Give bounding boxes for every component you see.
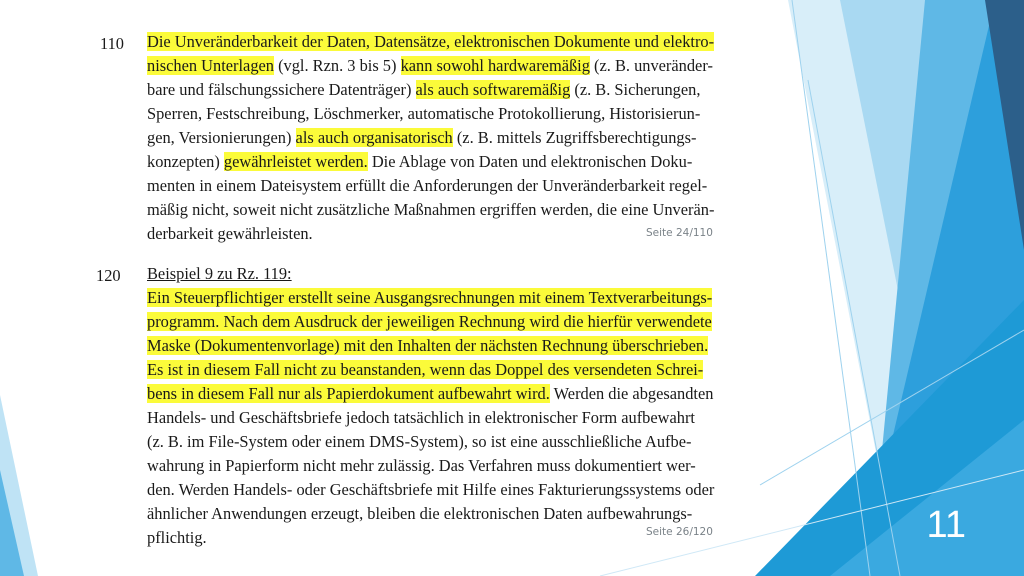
page-ref-26: Seite 26/120 [646, 526, 713, 538]
text-run: konzepten) [147, 152, 224, 171]
text-line [147, 310, 712, 334]
text-line [147, 126, 696, 150]
highlighted-text: Es ist in diesem Fall nicht zu beanstanden, wenn das Doppel des versendeten Schrei- [147, 360, 704, 379]
para-110-number: 110 [100, 34, 124, 53]
text-line [147, 54, 713, 78]
text-run: Sperren, Festschreibung, Löschmerker, automatische Protokollierung, Historisierun- [147, 104, 701, 123]
highlighted-text: Die Unveränderbarkeit der Daten, Datensätze, elektronischen Dokumente und elektro- [147, 32, 715, 51]
text-line [147, 382, 713, 406]
highlighted-text: kann sowohl hardwaremäßig [400, 56, 590, 75]
text-run: Handels- und Geschäftsbriefe jedoch tatsächlich in elektronischer Form aufbewahrt [147, 408, 695, 427]
text-line [147, 174, 707, 198]
text-run: wahrung in Papierform nicht mehr zulässig. Das Verfahren muss dokumentiert wer- [147, 456, 696, 475]
text-line [147, 30, 714, 54]
para-110 [147, 30, 747, 250]
text-line [147, 150, 692, 174]
text-line [147, 102, 700, 126]
text-run: derbarkeit gewährleisten. [147, 224, 313, 243]
text-run: (z. B. im File-System oder einem DMS-System), so ist eine ausschließliche Aufbe- [147, 432, 692, 451]
text-run: den. Werden Handels- oder Geschäftsbriefe mit Hilfe eines Fakturierungssystems oder [147, 480, 715, 499]
text-line [147, 502, 692, 526]
text-line [147, 358, 703, 382]
highlighted-text: Ein Steuerpflichtiger erstellt seine Ausgangsrechnungen mit einem Textverarbeitungs- [147, 288, 713, 307]
highlighted-text: als auch organisatorisch [295, 128, 453, 147]
text-line [147, 286, 712, 310]
highlighted-text: bens in diesem Fall nur als Papierdokument aufbewahrt wird. [147, 384, 550, 403]
highlighted-text: als auch softwaremäßig [415, 80, 571, 99]
highlighted-text: gewährleistet werden. [223, 152, 368, 171]
page-ref-24: Seite 24/110 [646, 227, 713, 239]
para-120 [147, 286, 747, 550]
text-line [147, 430, 691, 454]
slide-number: 11 [926, 504, 966, 546]
text-run: Werden die abgesandten [549, 384, 714, 403]
example-heading: Beispiel 9 zu Rz. 119: [147, 264, 292, 283]
text-run: ähnlicher Anwendungen erzeugt, bleiben die elektronischen Daten aufbewahrungs- [147, 504, 693, 523]
text-run: bare und fälschungssichere Datenträger) [147, 80, 416, 99]
text-run: Die Ablage von Daten und elektronischen Doku- [367, 152, 693, 171]
text-run: mäßig nicht, soweit nicht zusätzliche Maßnahmen ergriffen werden, die eine Unverän- [147, 200, 715, 219]
text-run: (vgl. Rzn. 3 bis 5) [273, 56, 401, 75]
text-run: menten in einem Dateisystem erfüllt die Anforderungen der Unveränderbarkeit regel- [147, 176, 708, 195]
text-line [147, 478, 714, 502]
text-line [147, 454, 696, 478]
text-line [147, 198, 714, 222]
text-line [147, 78, 700, 102]
text-run: (z. B. mittels Zugriffsberechtigungs- [452, 128, 697, 147]
text-line [147, 334, 708, 358]
text-run: (z. B. unveränder- [589, 56, 713, 75]
highlighted-text: nischen Unterlagen [147, 56, 274, 75]
highlighted-text: programm. Nach dem Ausdruck der jeweiligen Rechnung wird die hierfür verwendete [147, 312, 712, 331]
text-line [147, 406, 695, 430]
para-120-number: 120 [96, 266, 121, 285]
text-run: (z. B. Sicherungen, [570, 80, 701, 99]
highlighted-text: Maske (Dokumentenvorlage) mit den Inhalten der nächsten Rechnung überschrieben. [147, 336, 709, 355]
text-line [147, 222, 313, 246]
text-line [147, 526, 207, 550]
text-run: pflichtig. [147, 528, 207, 547]
text-run: gen, Versionierungen) [147, 128, 296, 147]
